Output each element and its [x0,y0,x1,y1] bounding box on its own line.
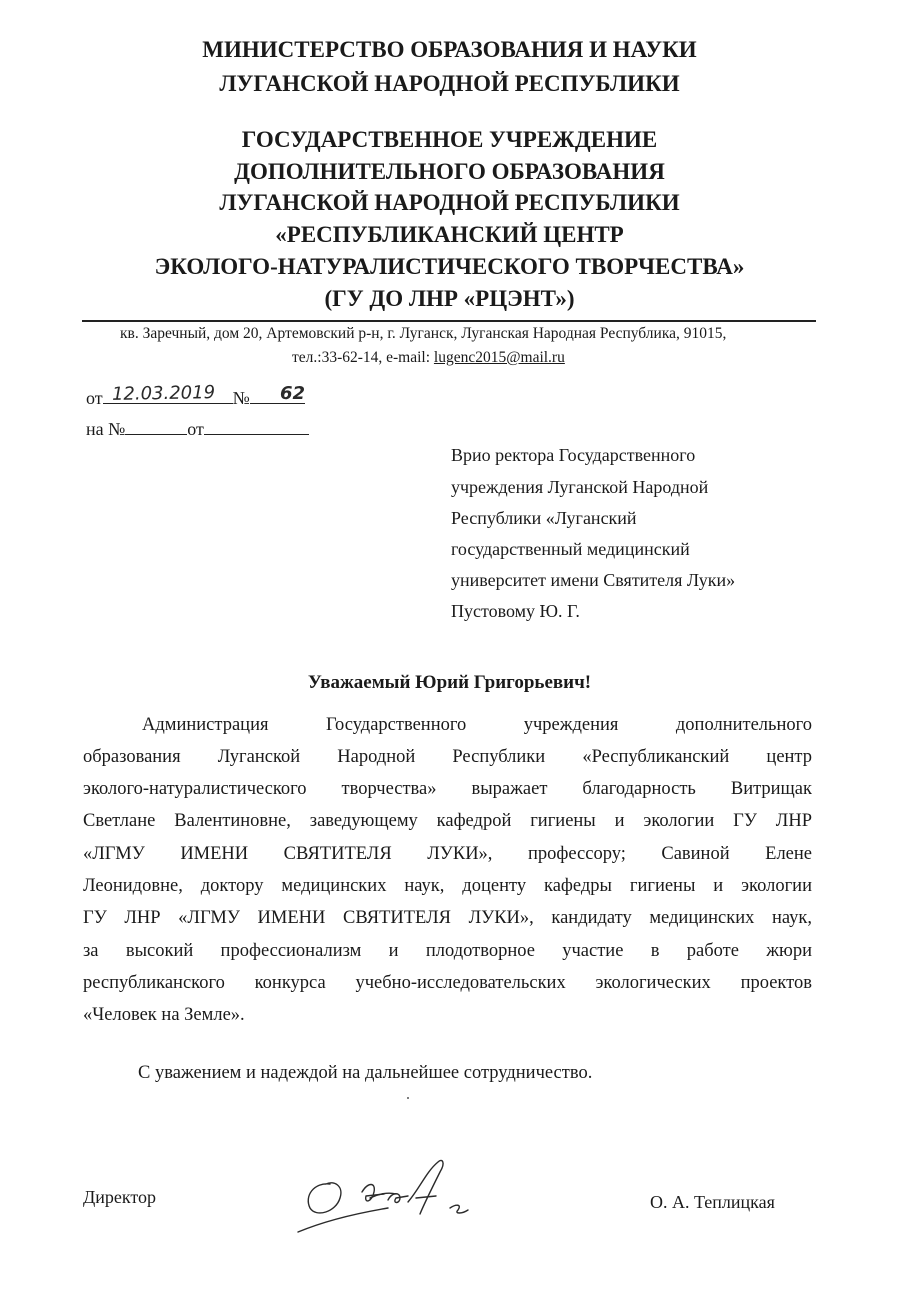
institution-line-6: (ГУ ДО ЛНР «РЦЭНТ») [324,286,575,311]
addressee-line-3: Республики «Луганский [451,508,637,528]
signatory-title: Директор [83,1187,157,1207]
phone-email-line [292,349,565,367]
ministry-line-2: ЛУГАНСКОЙ НАРОДНОЙ РЕСПУБЛИКИ [219,71,680,96]
incoming-date-field [204,418,309,435]
institution-line-1: ГОСУДАРСТВЕННОЕ УЧРЕЖДЕНИЕ [241,127,658,152]
email-link[interactable]: lugenc2015@mail.ru [433,349,565,366]
body-line-6: Леонидовне, доктору медицинских наук, доценту кафедры гигиены и экологии [83,876,812,896]
handwritten-date: 12.03.2019 [111,382,216,405]
ministry-line-1: МИНИСТЕРСТВО ОБРАЗОВАНИЯ И НАУКИ [202,37,697,62]
address-line: кв. Заречный, дом 20, Артемовский р-н, г. Луганск, Луганская Народная Республика, 91015, [120,325,727,342]
handwritten-number: 62 [280,383,306,404]
addressee-line-5: университет имени Святителя Луки» [451,570,736,590]
addressee-line-4: государственный медицинский [451,539,690,559]
salutation: Уважаемый Юрий Григорьевич! [307,672,592,693]
from-label: от [86,388,103,408]
handwritten-signature [292,1152,482,1236]
body-line-7: ГУ ЛНР «ЛГМУ ИМЕНИ СВЯТИТЕЛЯ ЛУКИ», кандидату медицинских наук, [83,908,812,928]
body-line-1: Администрация Государственного учреждения дополнительного [142,715,812,735]
addressee-line-2: учреждения Луганской Народной [451,477,709,497]
incoming-number-field [125,418,187,435]
body-line-5: «ЛГМУ ИМЕНИ СВЯТИТЕЛЯ ЛУКИ», профессору; Савиной Елене [83,844,812,864]
addressee-line-6: Пустовому Ю. Г. [451,601,580,621]
body-line-10: «Человек на Земле». [83,1005,245,1025]
closing-line: С уважением и надеждой на дальнейшее сотрудничество. [138,1063,593,1083]
body-line-8: за высокий профессионализм и плодотворное участие в работе жюри [83,941,812,961]
body-line-2: образования Луганской Народной Республики «Республиканский центр [83,747,812,767]
body-line-9: республиканского конкурса учебно-исследовательских экологических проектов [83,973,812,993]
institution-line-3: ЛУГАНСКОЙ НАРОДНОЙ РЕСПУБЛИКИ [219,190,680,215]
phone-label: тел.:33-62-14, e-mail: [292,349,434,366]
body-line-3: эколого-натуралистического творчества» выражает благодарность Витрищак [83,779,812,799]
institution-line-4: «РЕСПУБЛИКАНСКИЙ ЦЕНТР [275,222,624,247]
letterhead-divider [82,320,816,322]
institution-line-5: ЭКОЛОГО-НАТУРАЛИСТИЧЕСКОГО ТВОРЧЕСТВА» [154,254,745,279]
addressee-line-1: Врио ректора Государственного [451,445,696,465]
scan-speck [407,1097,409,1099]
to-from-label: от [187,419,204,439]
incoming-reference [86,418,309,440]
institution-line-2: ДОПОЛНИТЕЛЬНОГО ОБРАЗОВАНИЯ [234,159,665,184]
number-label: № [232,388,250,408]
signatory-name: О. А. Теплицкая [650,1192,775,1212]
body-line-4: Светлане Валентиновне, заведующему кафедрой гигиены и экологии ГУ ЛНР [83,811,812,831]
to-label: на № [86,419,126,439]
